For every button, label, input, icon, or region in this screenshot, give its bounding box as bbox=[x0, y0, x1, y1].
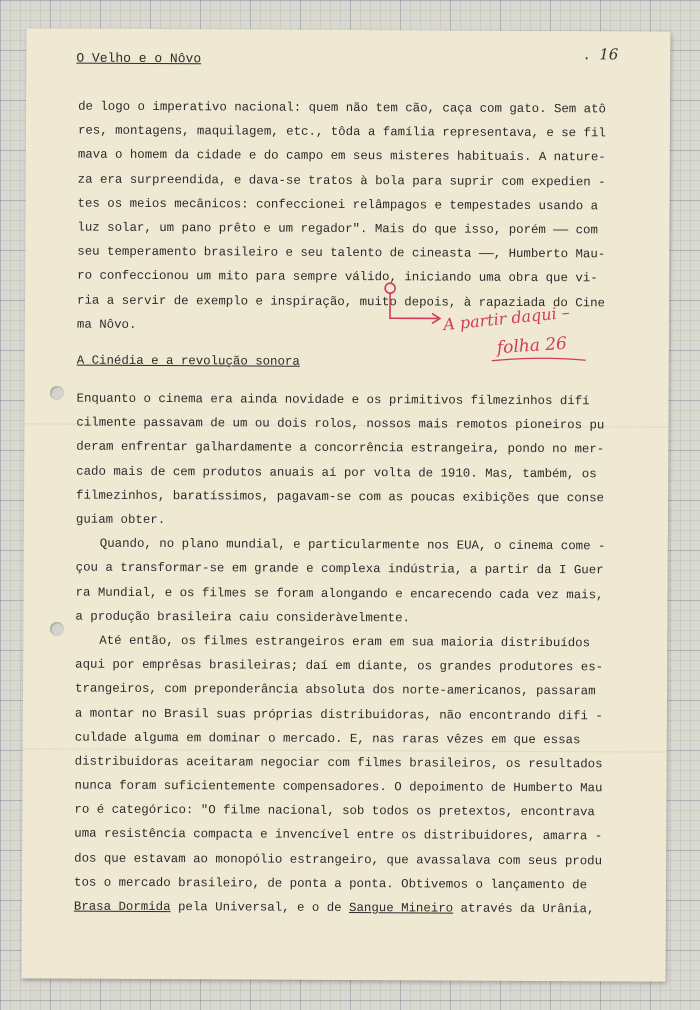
paragraph-2 bbox=[76, 387, 637, 535]
typewritten-page bbox=[22, 28, 671, 981]
punch-hole bbox=[50, 622, 64, 636]
text-line: Brasa Dormida pela Universal, e o de Sangue Mineiro através da Urânia, bbox=[73, 899, 595, 917]
text-line: cilmente passavam de um ou dois rolos, nossos mais remotos pioneiros pu bbox=[76, 415, 605, 433]
text-line: tes os meios mecânicos: confeccionei relâmpagos e tempestades usando a bbox=[77, 196, 599, 214]
text-line: ria a servir de exemplo e inspiração, muito depois, à rapaziada do Cine bbox=[77, 293, 606, 310]
text-line: Até então, os filmes estrangeiros eram em sua maioria distribuídos bbox=[99, 633, 591, 651]
text-line: luz solar, um pano prêto e um regador". Mais do que isso, porém —— com bbox=[77, 220, 598, 238]
text-line: a montar no Brasil suas próprias distribuidoras, não encontrando difi - bbox=[74, 706, 603, 723]
paragraph-1 bbox=[77, 95, 638, 340]
text-line: cado mais de cem produtos anuais aí por volta de 1910. Mas, também, os bbox=[76, 464, 597, 481]
paragraph-4 bbox=[74, 629, 636, 922]
handwritten-annotation-line-2: folha 26 bbox=[496, 333, 568, 359]
text-line: mava o homem da cidade e do campo em seus misteres habituais. A nature- bbox=[77, 147, 606, 165]
text-line: res, montagens, maquilagem, etc., tôda a família representava, e se fil bbox=[77, 123, 606, 141]
text-line: ra Mundial, e os filmes se foram alongando e encarecendo cada vez mais, bbox=[75, 585, 604, 602]
page-number: . 16 bbox=[582, 45, 619, 65]
text-line: ma Nôvo. bbox=[76, 317, 137, 332]
text-line: za era surpreendida, e dava-se tratos à bola para suprir com expedien - bbox=[77, 172, 606, 189]
handwritten-annotation-line-1: A partir daqui – bbox=[442, 302, 571, 335]
section-title: A Cinédia e a revolução sonora bbox=[76, 353, 300, 369]
text-line: deram enfrentar galhardamente a concorrência estrangeira, pondo no mer- bbox=[76, 440, 605, 457]
running-title: O Velho e o Nôvo bbox=[76, 50, 202, 67]
text-line: distribuidoras aceitaram negociar com filmes brasileiros, os resultados bbox=[74, 754, 603, 772]
text-line: tos o mercado brasileiro, de ponta a ponta. Obtivemos o lançamento de bbox=[73, 875, 588, 893]
annotation-underline bbox=[490, 356, 590, 365]
text-line: guiam obter. bbox=[75, 512, 166, 528]
text-line: uma resistência compacta e invencível entre os distribuidores, amarra - bbox=[74, 827, 603, 844]
film-title: Sangue Mineiro bbox=[348, 901, 454, 916]
text-line: culdade alguma em dominar o mercado. E, nas raras vêzes em que essas bbox=[74, 730, 581, 747]
page-body bbox=[74, 95, 638, 922]
text-line: Enquanto o cinema era ainda novidade e os primitivos filmezinhos difí bbox=[76, 391, 590, 409]
paragraph-3 bbox=[75, 532, 635, 632]
text-line: trangeiros, com preponderância absoluta dos norte-americanos, passaram bbox=[74, 681, 596, 699]
film-title: Brasa Dormida bbox=[73, 899, 171, 915]
text-line: Quando, no plano mundial, e particularmente nos EUA, o cinema come - bbox=[99, 536, 606, 554]
text-line: dos que estavam ao monopólio estrangeiro, que avassalava com seus produ bbox=[74, 851, 603, 868]
text-line: de logo o imperativo nacional: quem não tem cão, caça com gato. Sem atô bbox=[78, 99, 607, 117]
running-header bbox=[76, 51, 201, 67]
text-line: nunca foram suficientemente compensadores. O depoimento de Humberto Mau bbox=[74, 778, 603, 796]
text-line: ro é categórico: "O filme nacional, sob todos os pretextos, encontrava bbox=[74, 802, 595, 820]
text-line: a produção brasileira caiu consideràvelmente. bbox=[75, 609, 411, 626]
text-line: seu temperamento brasileiro e seu talento de cineasta ——, Humberto Mau- bbox=[77, 244, 606, 262]
text-line: ro confeccionou um mito para sempre válido, iniciando uma obra que vi- bbox=[77, 268, 598, 286]
punch-hole bbox=[50, 386, 64, 400]
text-line: filmezinhos, baratíssimos, pagavam-se com as poucas exibições que conse bbox=[76, 488, 605, 506]
text-line: aqui por emprêsas brasileiras; daí em diante, os grandes produtores es- bbox=[75, 657, 604, 675]
text-line: çou a transformar-se em grande e complexa indústria, a partir da I Guer bbox=[75, 560, 604, 578]
page-number-handwritten: 16 bbox=[599, 45, 619, 64]
